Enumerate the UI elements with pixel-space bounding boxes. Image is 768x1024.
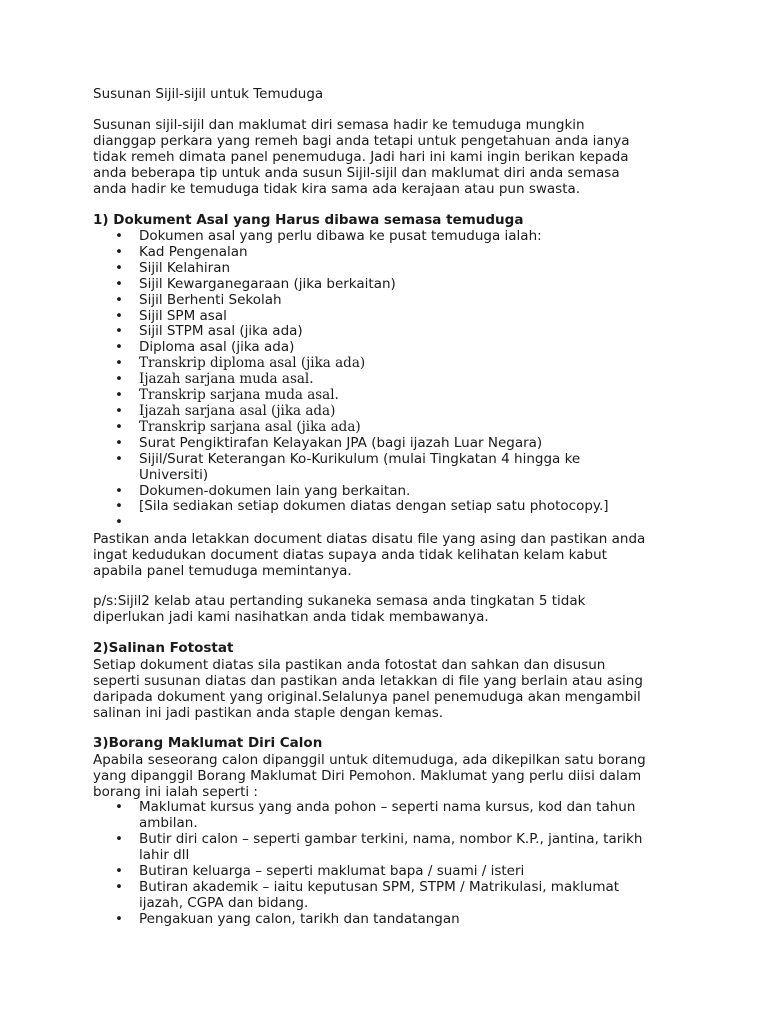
list-item-text: Ijazah sarjana asal (jika ada) [139, 402, 336, 419]
bullet-icon: • [115, 402, 123, 419]
document-title: Susunan Sijil-sijil untuk Temuduga [93, 86, 324, 102]
list-item [93, 864, 683, 880]
section2-heading: 2)Salinan Fotostat [93, 640, 234, 657]
list-item-text: Sijil SPM asal [139, 307, 227, 324]
list-item-text: Sijil Kewarganegaraan (jika berkaitan) [139, 275, 396, 292]
list-item [93, 880, 683, 912]
intro-line: anda beberapa tip untuk anda susun Sijil-sijil dan maklumat diri anda semasa [93, 165, 620, 181]
intro-line: tidak remeh dimata panel penemuduga. Jadi hari ini kami ingin berikan kepada [93, 149, 629, 165]
ps-line: p/s:Sijil2 kelab atau pertanding sukaneka semasa anda tingkatan 5 tidak [93, 593, 586, 610]
bullet-icon: • [115, 275, 123, 292]
list-item [93, 324, 683, 340]
bullet-icon: • [115, 259, 123, 276]
list-item-text-continued: ambilan. [139, 815, 198, 832]
note-line: ingat kedudukan document diatas supaya anda tidak kelihatan kelam kabut [93, 547, 607, 564]
bullet-icon: • [115, 862, 123, 879]
document-page [93, 86, 683, 927]
list-item-empty [93, 515, 683, 531]
bullet-icon: • [115, 418, 123, 435]
ps-paragraph [93, 593, 683, 625]
original-documents-list [93, 229, 683, 531]
list-item-text: Pengakuan yang calon, tarikh dan tandatangan [139, 910, 460, 927]
bullet-icon: • [115, 228, 123, 244]
list-item [93, 404, 683, 420]
list-item-text: Kad Pengenalan [139, 243, 248, 260]
list-item-text: Transkrip sarjana asal (jika ada) [139, 418, 361, 435]
list-item-text-continued: ijazah, CGPA dan bidang. [139, 894, 309, 911]
list-item-text: [Sila sediakan setiap dokumen diatas dengan setiap satu photocopy.] [139, 498, 609, 515]
bullet-icon: • [115, 387, 123, 404]
list-item-text: Transkrip sarjana muda asal. [139, 387, 339, 404]
section3-body [93, 752, 683, 800]
list-item-text: Ijazah sarjana muda asal. [139, 371, 314, 388]
bullet-icon: • [115, 371, 123, 388]
bullet-icon: • [115, 307, 123, 324]
bullet-icon: • [115, 482, 123, 499]
list-item-text: Sijil Kelahiran [139, 259, 231, 276]
list-item [93, 293, 683, 309]
section1-heading: 1) Dokument Asal yang Harus dibawa semasa temuduga [93, 212, 524, 228]
bullet-icon: • [115, 339, 123, 356]
ps-line: diperlukan jadi kami nasihatkan anda tidak membawanya. [93, 609, 489, 626]
bullet-icon: • [115, 450, 123, 467]
body-line: daripada dokument yang original.Selalunya panel penemuduga akan mengambil [93, 689, 641, 706]
list-item [93, 261, 683, 277]
section3-heading: 3)Borang Maklumat Diri Calon [93, 735, 323, 752]
bullet-icon: • [115, 878, 123, 895]
bullet-icon: • [115, 434, 123, 451]
list-item-text-continued: lahir dll [139, 846, 190, 863]
list-item [93, 832, 683, 864]
bullet-icon: • [115, 355, 123, 372]
body-line: Apabila seseorang calon dipanggil untuk ditemuduga, ada dikepilkan satu borang [93, 752, 646, 769]
body-line: Setiap dokument diatas sila pastikan anda fotostat dan sahkan dan disusun [93, 657, 606, 674]
list-item [93, 309, 683, 325]
filing-note-paragraph [93, 531, 683, 579]
body-line: borang ini ialah seperti : [93, 784, 258, 801]
list-item-text: Transkrip diploma asal (jika ada) [139, 355, 366, 372]
list-item [93, 388, 683, 404]
list-item [93, 484, 683, 500]
bullet-icon: • [115, 291, 123, 308]
intro-line: dianggap perkara yang remeh bagi anda tetapi untuk pengetahuan anda ianya [93, 133, 630, 149]
intro-line: Susunan sijil-sijil dan maklumat diri semasa hadir ke temuduga mungkin [93, 117, 585, 133]
list-item [93, 340, 683, 356]
bullet-icon: • [115, 831, 123, 848]
body-line: salinan ini jadi pastikan anda staple dengan kemas. [93, 705, 444, 722]
note-line: apabila panel temuduga memintanya. [93, 563, 352, 580]
list-item-text: Butir diri calon – seperti gambar terkini, nama, nombor K.P., jantina, tarikh [139, 831, 643, 848]
intro-paragraph [93, 117, 683, 197]
bullet-icon: • [115, 514, 123, 531]
bullet-icon: • [115, 498, 123, 515]
body-line: seperti susunan diatas dan pastikan anda letakkan di file yang berlain atau asing [93, 673, 643, 690]
list-item-text: Sijil Berhenti Sekolah [139, 291, 282, 308]
list-item-text: Surat Pengiktirafan Kelayakan JPA (bagi ijazah Luar Negara) [139, 434, 543, 451]
list-item-text: Butiran akademik – iaitu keputusan SPM, STPM / Matrikulasi, maklumat [139, 878, 620, 895]
note-line: Pastikan anda letakkan document diatas disatu file yang asing dan pastikan anda [93, 531, 646, 548]
list-item [93, 452, 683, 484]
bullet-icon: • [115, 910, 123, 927]
list-item [93, 245, 683, 261]
intro-line: anda hadir ke temuduga tidak kira sama ada kerajaan atau pun swasta. [93, 181, 581, 197]
list-item [93, 277, 683, 293]
list-item-text: Dokumen asal yang perlu dibawa ke pusat temuduga ialah: [139, 228, 542, 244]
list-item-text: Dokumen-dokumen lain yang berkaitan. [139, 482, 411, 499]
section2-body [93, 657, 683, 721]
bullet-icon: • [115, 243, 123, 260]
body-line: yang dipanggil Borang Maklumat Diri Pemohon. Maklumat yang perlu diisi dalam [93, 768, 642, 785]
list-item [93, 436, 683, 452]
list-item [93, 356, 683, 372]
list-item [93, 800, 683, 832]
list-item-text: Butiran keluarga – seperti maklumat bapa / suami / isteri [139, 862, 525, 879]
list-item-text: Sijil/Surat Keterangan Ko-Kurikulum (mulai Tingkatan 4 hingga ke [139, 450, 581, 467]
list-item [93, 372, 683, 388]
list-item-text-continued: Universiti) [139, 466, 209, 483]
list-item [93, 912, 683, 928]
list-item [93, 499, 683, 515]
bullet-icon: • [115, 323, 123, 340]
bullet-icon: • [115, 799, 123, 816]
list-item [93, 229, 683, 245]
list-item-text: Diploma asal (jika ada) [139, 339, 295, 356]
list-item-text: Maklumat kursus yang anda pohon – seperti nama kursus, kod dan tahun [139, 799, 636, 816]
list-item [93, 420, 683, 436]
list-item-text: Sijil STPM asal (jika ada) [139, 323, 303, 340]
form-fields-list [93, 800, 683, 927]
